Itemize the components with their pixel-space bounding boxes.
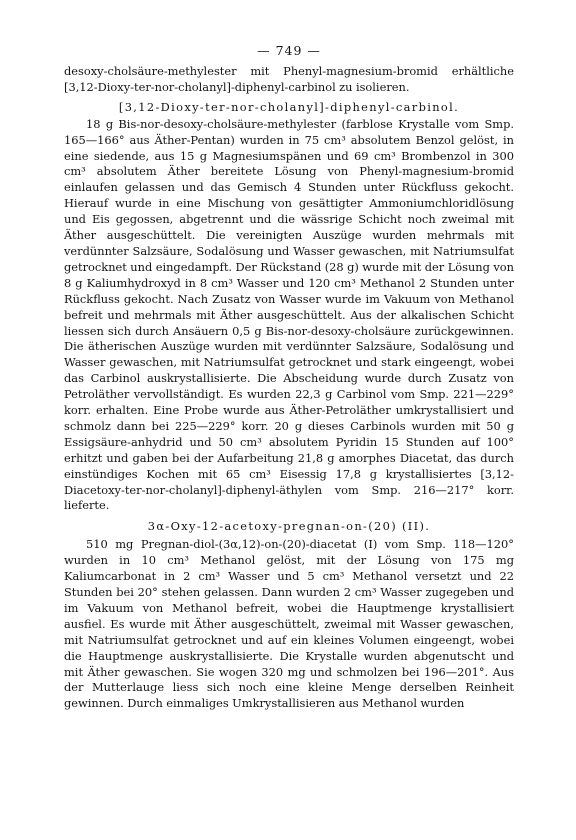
section-paragraph-pregnanone: 510 mg Pregnan-diol-(3α,12)-on-(20)-diacetat (I) vom Smp. 118—120° wurden in 10 cm³ Methanol gelöst, mit der Lösung von 175 mg Kaliumcarbonat in 2 cm³ Wasser und 5 cm³ Methanol versetzt und 22 Stunden bei 20° stehen gelassen. Dann wurden 2 cm³ Wasser zugegeben und im Vakuum von Methanol befreit, wobei die Hauptmenge krystallisiert ausfiel. Es wurde mit Äther ausgeschüttelt, zweimal mit Wasser gewaschen, mit Natriumsulfat getrocknet und auf ein kleines Volumen eingeengt, wobei die Hauptmenge auskrystallisierte. Die Krystalle wurden abgenutscht und mit Äther gewaschen. Sie wogen 320 mg und schmolzen bei 196—201°. Aus der Mutterlauge liess sich noch eine kleine Menge derselben Reinheit gewinnen. Durch einmaliges Umkrystallisieren aus Methanol wurden <box>64 537 514 711</box>
page-number: — 749 — <box>257 43 321 58</box>
section-heading-pregnanone: 3α-Oxy-12-acetoxy-pregnan-on-(20) (II). <box>147 519 431 534</box>
document-page <box>64 44 514 712</box>
intro-paragraph: desoxy-cholsäure-methylester mit Phenyl-magnesium-bromid erhältliche [3,12-Dioxy-ter-nor-cholanyl]-diphenyl-carbinol zu isolieren. <box>64 64 514 94</box>
section-paragraph-carbinol: 18 g Bis-nor-desoxy-cholsäure-methylester (farblose Krystalle vom Smp. 165—166° aus Äther-Pentan) wurden in 75 cm³ absolutem Benzol gelöst, in eine siedende, aus 15 g Magnesiumspänen und 69 cm³ Brombenzol in 300 cm³ absolutem Äther bereitete Lösung von Phenyl-magnesium-bromid einlaufen gelassen und das Gemisch 4 Stunden unter Rückfluss gekocht. Hierauf wurde in eine Mischung von gesättigter Ammoniumchloridlösung und Eis gegossen, abgetrennt und die wässrige Schicht noch zweimal mit Äther ausgeschüttelt. Die vereinigten Auszüge wurden mehrmals mit verdünnter Salzsäure, Sodalösung und Wasser gewaschen, mit Natriumsulfat getrocknet und eingedampft. Der Rückstand (28 g) wurde mit der Lösung von 8 g Kaliumhydroxyd in 8 cm³ Wasser und 120 cm³ Methanol 2 Stunden unter Rückfluss gekocht. Nach Zusatz von Wasser wurde im Vakuum von Methanol befreit und mehrmals mit Äther ausgeschüttelt. Aus der alkalischen Schicht liessen sich durch Ansäuern 0,5 g Bis-nor-desoxy-cholsäure zurückgewinnen. Die ätherischen Auszüge wurden mit verdünnter Salzsäure, Sodalösung und Wasser gewaschen, mit Natriumsulfat getrocknet und stark eingeengt, wobei das Carbinol auskrystallisierte. Die Abscheidung wurde durch Zusatz von Petroläther vervollständigt. Es wurden 22,3 g Carbinol vom Smp. 221—229° korr. erhalten. Eine Probe wurde aus Äther-Petroläther umkrystallisiert und schmolz dann bei 225—229° korr. 20 g dieses Carbinols wurden mit 50 g Essigsäure-anhydrid und 50 cm³ absolutem Pyridin 15 Stunden auf 100° erhitzt und gaben bei der Aufarbeitung 21,8 g amorphes Diacetat, das durch einstündiges Kochen mit 65 cm³ Eisessig 17,8 g krystallisiertes [3,12-Diacetoxy-ter-nor-cholanyl]-diphenyl-äthylen vom Smp. 216—217° korr. lieferte. <box>64 116 514 513</box>
section-heading-carbinol: [3,12-Dioxy-ter-nor-cholanyl]-diphenyl-carbinol. <box>118 99 460 114</box>
